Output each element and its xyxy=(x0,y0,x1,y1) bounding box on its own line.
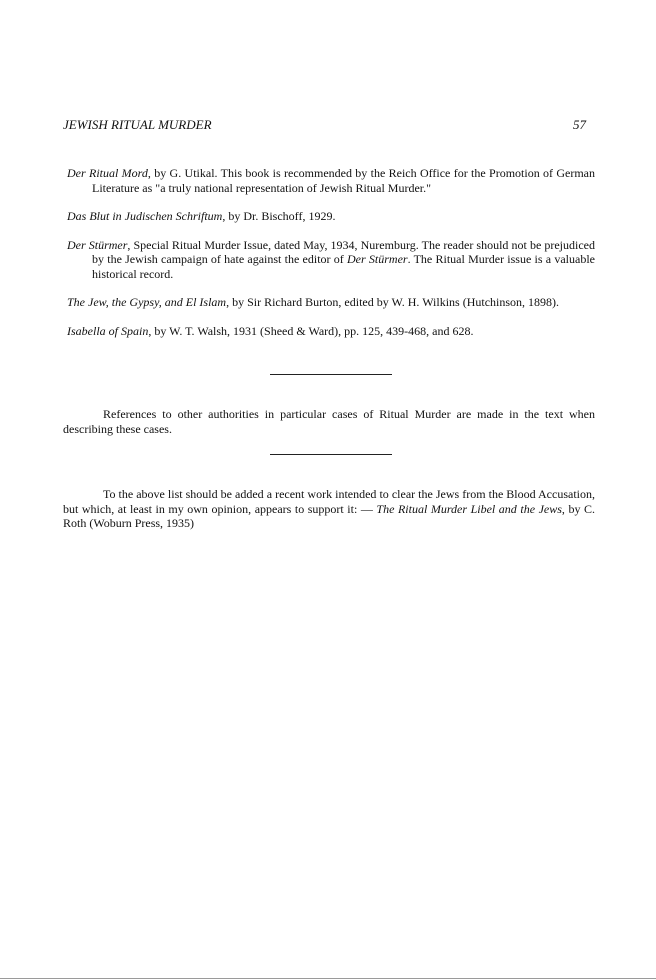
reference-entry xyxy=(67,295,595,310)
reference-text: , by Dr. Bischoff, 1929. xyxy=(222,209,336,223)
running-header xyxy=(63,117,586,135)
reference-title: Der Stürmer xyxy=(67,237,128,252)
reference-text: , by Sir Richard Burton, edited by W. H. Wilkins (Hutchinson, 1898). xyxy=(226,295,560,309)
book-title: The Ritual Murder Libel and the Jews xyxy=(376,501,562,516)
reference-entry xyxy=(67,324,595,339)
reference-title: Isabella of Spain xyxy=(67,323,149,338)
page-number: 57 xyxy=(573,117,586,132)
page-content xyxy=(63,166,596,531)
paragraph-text: To the above list should be added a recent work intended to clear the Jews from the Blood Accusation, but which, at least in my own opinion, appears to support it: — xyxy=(63,487,595,516)
paragraph-text: , by C. Roth (Woburn Press, 1935) xyxy=(63,501,595,530)
reference-entry xyxy=(67,238,595,282)
reference-inline-title: Der Stürmer xyxy=(347,252,408,266)
reference-text: . The Ritual Murder issue is a valuable historical record. xyxy=(92,252,595,281)
reference-text: , Special Ritual Murder Issue, dated May, 1934, Nuremburg. The reader should not be prejudiced by the Jewish campaign of hate against the editor of xyxy=(92,237,596,266)
reference-title: Der Ritual Mord xyxy=(67,166,148,180)
reference-title: Das Blut in Judischen Schriftum xyxy=(67,209,223,223)
page-bottom-border xyxy=(0,978,656,979)
reference-entry xyxy=(67,209,595,224)
section-divider xyxy=(270,454,392,455)
reference-title: The Jew, the Gypsy, and El Islam xyxy=(67,295,227,309)
section-divider xyxy=(270,374,392,375)
running-title: JEWISH RITUAL MURDER xyxy=(63,117,212,132)
reference-entry xyxy=(67,166,595,195)
body-paragraph xyxy=(63,487,595,531)
reference-text: , by G. Utikal. This book is recommended by the Reich Office for the Promotion of German Literature as "a truly national representation of Jewish Ritual Murder." xyxy=(92,166,596,195)
body-paragraph: References to other authorities in particular cases of Ritual Murder are made in the text when describing these cases. xyxy=(63,407,595,436)
reference-text: , by W. T. Walsh, 1931 (Sheed & Ward), pp. 125, 439-468, and 628. xyxy=(148,323,474,338)
